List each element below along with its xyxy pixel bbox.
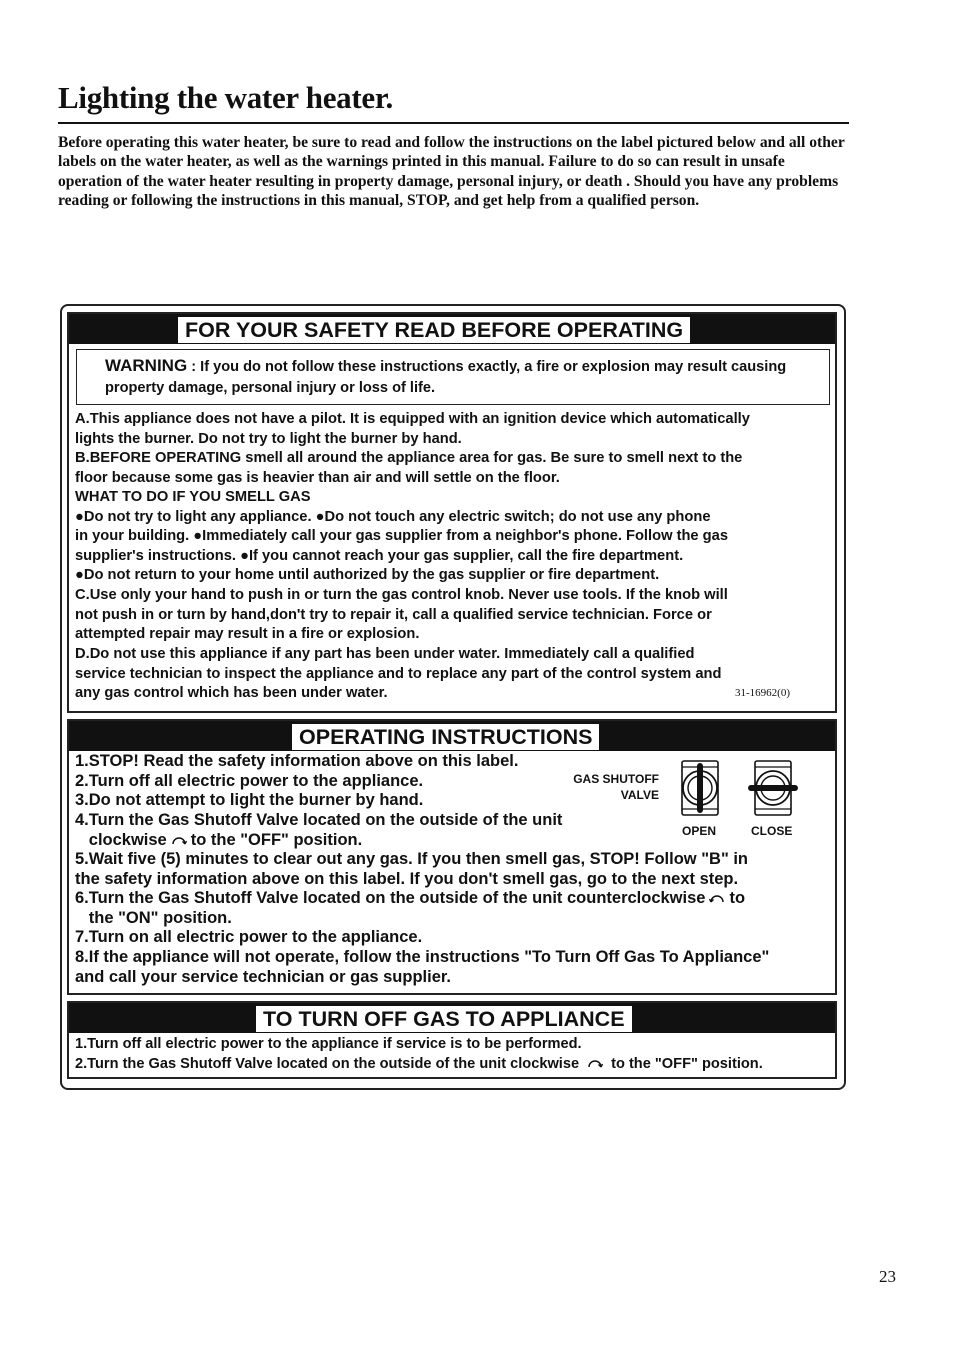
warning-box [76,349,830,405]
operating-step-7: 7.Turn on all electric power to the appliance. [75,928,423,946]
safety-panel [67,312,837,713]
counterclockwise-arrow-icon [709,892,725,904]
page-number: 23 [879,1267,896,1286]
clockwise-arrow-icon [587,1057,603,1069]
safety-item-b: B.BEFORE OPERATING smell all around the appliance area for gas. Be sure to smell next to the floor because some gas is heavier than air and will settle on the floor. WHAT TO DO IF YOU SMELL GAS ●Do not try to light any appliance. ●Do not touch any electric switch; do not use any phone in your building. ●Immediately call your gas supplier from a neighbor's phone. Follow the gas supplier's instructions. ●If you cannot reach your gas supplier, call the fire department. ●Do not return to your home until authorized by the gas supplier or fire department. [75,450,743,583]
title-rule [58,122,849,124]
safety-heading-bar [69,314,835,344]
operating-heading-bar [69,721,835,751]
safety-item-d: D.Do not use this appliance if any part has been under water. Immediately call a qualified service technician to inspect the appliance and to replace any part of the control system and any gas control which has been under water. [75,646,722,701]
safety-item-a: A.This appliance does not have a pilot. It is equipped with an ignition device which automatically lights the burner. Do not try to light the burner by hand. [75,411,750,447]
operating-panel [67,719,837,995]
operating-step-3: 3.Do not attempt to light the burner by hand. [75,791,424,809]
operating-step-6-a: 6.Turn the Gas Shutoff Valve located on the outside of the unit counterclockwise [75,889,706,907]
operating-step-6 [75,889,745,928]
turnoff-step-2-a: 2.Turn the Gas Shutoff Valve located on the outside of the unit clockwise [75,1056,580,1072]
turnoff-heading: TO TURN OFF GAS TO APPLIANCE [256,1006,632,1032]
valve-caption [547,771,659,803]
valve-caption-line-1: GAS SHUTOFF [573,772,659,786]
warning-text: : If you do not follow these instructions exactly, a fire or explosion may result causing property damage, personal injury or loss of life. [105,359,787,396]
valve-caption-line-2: VALVE [620,788,659,802]
safety-heading: FOR YOUR SAFETY READ BEFORE OPERATING [178,317,690,343]
turnoff-heading-bar [69,1003,835,1033]
page-title: Lighting the water heater. [58,80,393,115]
operating-step-4-c: to the "OFF" position. [190,830,363,849]
operating-step-4-b: clockwise [88,830,167,849]
safety-item-c: C.Use only your hand to push in or turn the gas control knob. Never use tools. If the knob will not push in or turn by hand,don't try to repair it, call a qualified service technician. Force or attempted repair may result in a fire or explosion. [75,587,728,642]
operating-step-4-a: 4.Turn the Gas Shutoff Valve located on the outside of the unit [75,811,563,829]
operating-step-6-b: to [729,889,746,907]
operating-heading: OPERATING INSTRUCTIONS [292,724,599,750]
operating-step-5: 5.Wait five (5) minutes to clear out any gas. If you then smell gas, STOP! Follow "B" in the safety information above on this label. If you don't smell gas, go to the next step. [75,850,749,888]
intro-paragraph: Before operating this water heater, be sure to read and follow the instructions on the label pictured below and all other labels on the water heater, as well as the warnings printed in this manual. Failure to do so can result in unsafe operation of the water heater resulting in property damage, personal injury, or death . Should you have any problems reading or following the instructions in this manual, STOP, and get help from a qualified person. [58,134,845,210]
operating-step-1: 1.STOP! Read the safety information above on this label. [75,752,519,770]
turnoff-step-2 [75,1054,763,1074]
label-code: 31-16962(0) [735,687,790,699]
valve-open-icon [677,758,723,818]
turnoff-step-2-b: to the "OFF" position. [611,1056,763,1072]
turnoff-panel [67,1001,837,1079]
operating-step-8: 8.If the appliance will not operate, follow the instructions "To Turn Off Gas To Appliance" and call your service technician or gas supplier. [75,948,770,986]
valve-close-label: CLOSE [751,824,793,838]
operating-step-4 [75,811,562,850]
valve-open-label: OPEN [682,824,717,838]
operating-step-2: 2.Turn off all electric power to the appliance. [75,772,424,790]
valve-close-icon [747,758,801,818]
operating-step-6-c: the "ON" position. [88,908,232,927]
warning-head: WARNING [105,356,188,375]
clockwise-arrow-icon [171,834,187,846]
turnoff-step-1: 1.Turn off all electric power to the appliance if service is to be performed. [75,1036,582,1052]
